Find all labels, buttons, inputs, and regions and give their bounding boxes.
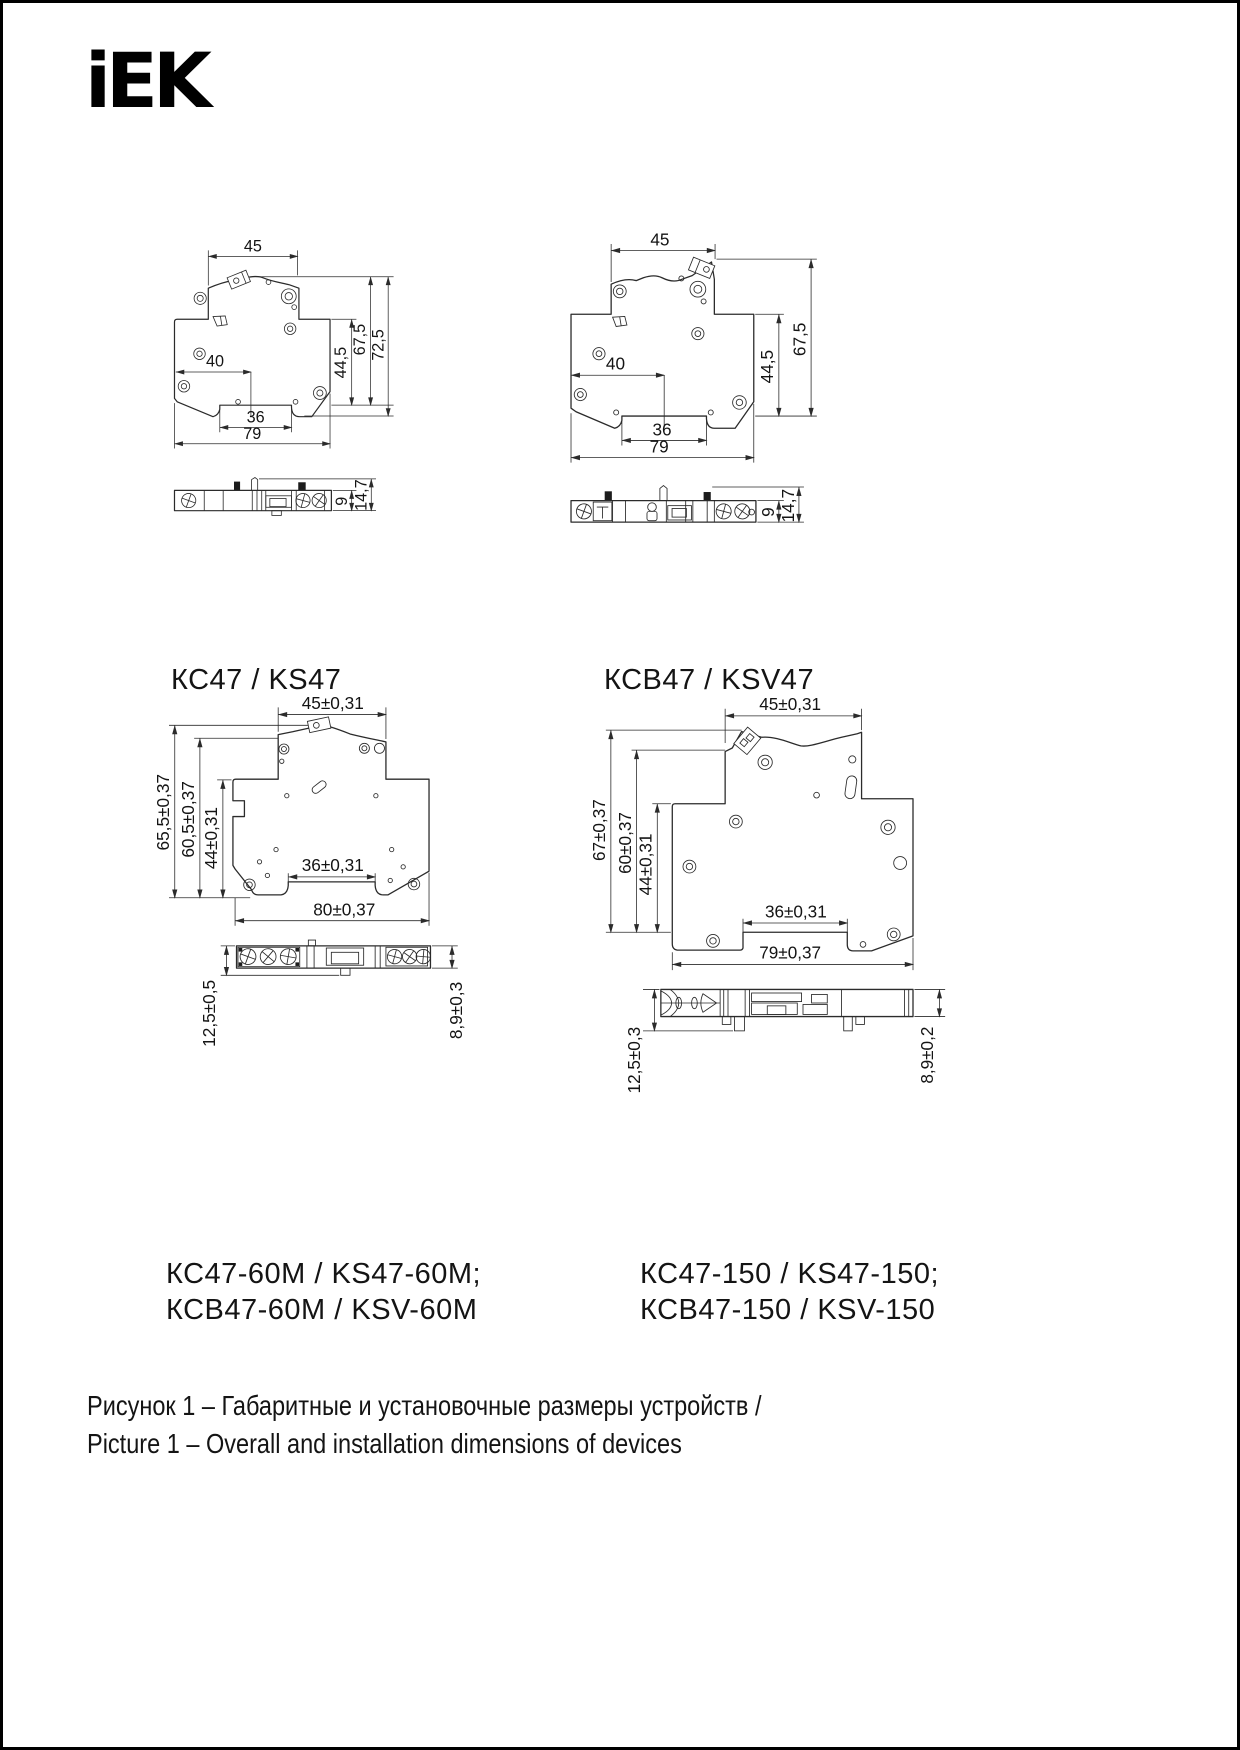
kc47-side-view xyxy=(174,270,330,416)
dim-din-notch: 36±0,31 xyxy=(764,901,827,922)
dim-depth-body: 9 xyxy=(332,496,351,506)
dim-height: 67,5 xyxy=(789,322,810,357)
label-kc47-150-line1: КС47-150 / KS47-150; xyxy=(640,1258,940,1290)
dim-total-height: 67±0,37 xyxy=(589,799,610,862)
label-kc47-60m-line2: КСВ47-60М / KSV-60M xyxy=(166,1294,478,1326)
dim-depth-total: 12,5±0,3 xyxy=(624,1026,645,1094)
dim-depth-total: 12,5±0,5 xyxy=(198,979,219,1047)
label-kc47-150-line2: КСВ47-150 / KSV-150 xyxy=(640,1294,936,1326)
iek-logo: iEK xyxy=(85,36,207,125)
dim-top-width: 45 xyxy=(650,229,670,250)
dim-body-height: 44,5 xyxy=(757,349,778,384)
label-kc47-60m xyxy=(166,1258,481,1327)
dim-depth-total: 14,7 xyxy=(777,488,798,523)
kcb47-body-outline xyxy=(571,262,754,428)
dim-depth-body: 9 xyxy=(757,507,778,517)
dim-total-width: 79 xyxy=(649,436,669,457)
dim-top-width: 45±0,31 xyxy=(759,694,822,715)
dim-din-notch: 36 xyxy=(652,419,672,440)
kc47-top-view xyxy=(174,478,376,516)
kcb47-flag-detail xyxy=(613,316,627,326)
kc47-60m-top-view xyxy=(199,940,466,1047)
dim-body-height: 44,5 xyxy=(332,346,351,379)
label-kcb47: КСВ47 / KSV47 xyxy=(604,664,815,696)
figure-kc47-150-drawing xyxy=(563,693,1113,1273)
dim-depth-body: 8,9±0,3 xyxy=(446,981,467,1040)
dim-top-width: 45 xyxy=(243,237,262,256)
kc47-dimensions xyxy=(174,238,393,449)
label-kc47-60m-line1: КС47-60М / KS47-60M; xyxy=(166,1258,482,1290)
dim-height: 67,5 xyxy=(351,323,370,356)
kc47-60m-latch xyxy=(307,717,330,733)
figure-caption xyxy=(87,1387,762,1463)
dim-total-width: 79 xyxy=(243,424,262,443)
figure-kcb47-drawing xyxy=(523,228,953,698)
top-pin-hole xyxy=(266,280,271,285)
dim-total-width: 79±0,37 xyxy=(759,942,822,963)
kcb47-top-view xyxy=(571,486,804,523)
dim-body-height: 44±0,31 xyxy=(201,807,222,870)
kc47-150-latch xyxy=(734,727,761,754)
dim-mid-height: 60,5±0,37 xyxy=(178,781,199,858)
kc47-60m-dimensions xyxy=(153,693,429,926)
dim-total-height: 72,5 xyxy=(369,329,388,361)
label-kc47-150 xyxy=(640,1258,939,1327)
label-kc47: КС47 / KS47 xyxy=(171,664,342,696)
kc47-latch xyxy=(227,270,250,289)
dim-total-height: 65,5±0,37 xyxy=(152,773,173,851)
caption-en: Picture 1 – Overall and installation dimensions of devices xyxy=(87,1428,682,1459)
kc47-body-outline xyxy=(174,276,330,416)
dim-din-notch: 36 xyxy=(246,408,265,427)
dim-mid-height: 60±0,37 xyxy=(614,812,635,874)
figure-kc47-drawing xyxy=(143,228,513,698)
dim-din-notch: 36±0,31 xyxy=(301,855,364,876)
dim-total-width: 80±0,37 xyxy=(313,899,376,920)
kc47-150-top-view xyxy=(624,989,945,1093)
dim-depth-body: 8,9±0,2 xyxy=(917,1026,937,1084)
dim-body-height: 44±0,31 xyxy=(635,833,656,896)
dim-depth-total: 14,7 xyxy=(352,479,371,511)
kc47-screws xyxy=(178,289,326,404)
kcb47-side-view xyxy=(571,257,754,428)
dim-top-width: 45±0,31 xyxy=(301,693,364,713)
dim-hole-offset: 40 xyxy=(206,352,225,371)
figure-kc47-60m-drawing xyxy=(143,693,603,1203)
kcb47-screws xyxy=(574,281,746,415)
kc47-flag-detail xyxy=(213,316,227,326)
dim-hole-offset: 40 xyxy=(605,353,626,374)
caption-ru: Рисунок 1 – Габаритные и установочные размеры устройств / xyxy=(87,1390,762,1421)
